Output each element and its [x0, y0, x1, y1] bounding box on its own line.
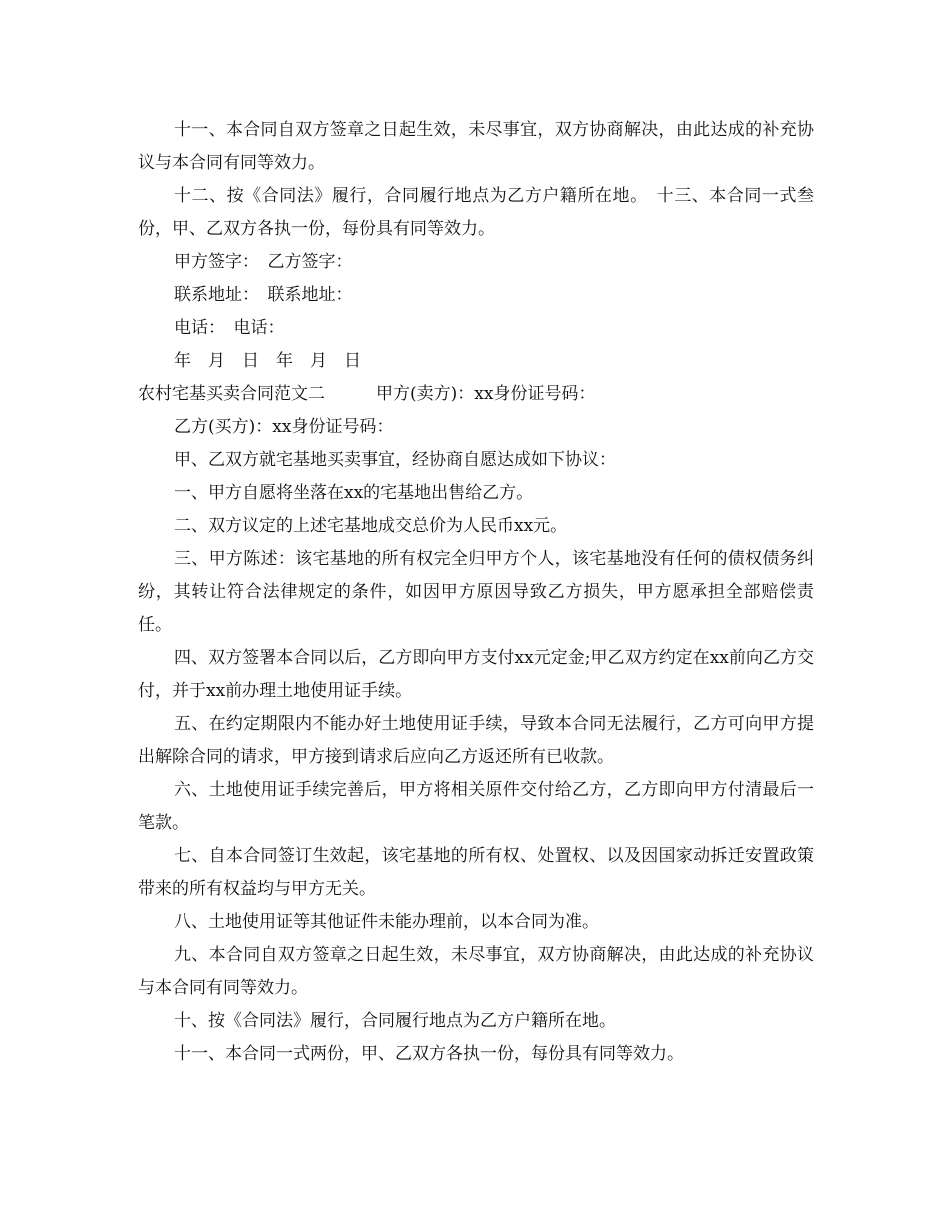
clause: 十一、本合同一式两份，甲、乙双方各执一份，每份具有同等效力。	[174, 1044, 684, 1064]
date-line: 年 月 日 年 月 日	[174, 351, 361, 371]
section-heading: 农村宅基买卖合同范文二 甲方(卖方)：xx身份证号码：	[138, 384, 596, 404]
clause: 三、甲方陈述：该宅基地的所有权完全归甲方个人，该宅基地没有任何的债权债务纠纷，其转让符合法律规定的条件，如因甲方原因导致乙方损失，甲方愿承担全部赔偿责任。	[138, 549, 814, 635]
signature-line: 甲方签字： 乙方签字：	[174, 252, 353, 272]
clause: 五、在约定期限内不能办好土地使用证手续，导致本合同无法履行，乙方可向甲方提出解除合同的请求，甲方接到请求后应向乙方返还所有已收款。	[138, 714, 814, 767]
clause: 二、双方议定的上述宅基地成交总价为人民币xx元。	[174, 516, 568, 536]
document-body	[138, 114, 814, 1071]
clause: 七、自本合同签订生效起，该宅基地的所有权、处置权、以及因国家动拆迁安置政策带来的所有权益均与甲方无关。	[138, 846, 814, 899]
clause: 六、土地使用证手续完善后，甲方将相关原件交付给乙方，乙方即向甲方付清最后一笔款。	[138, 780, 814, 833]
clause: 四、双方签署本合同以后，乙方即向甲方支付xx元定金;甲乙双方约定在xx前向乙方交付，并于xx前办理土地使用证手续。	[138, 648, 814, 701]
clause: 九、本合同自双方签章之日起生效，未尽事宜，双方协商解决，由此达成的补充协议与本合同有同等效力。	[138, 945, 814, 998]
paragraph: 甲、乙双方就宅基地买卖事宜，经协商自愿达成如下协议：	[174, 450, 616, 470]
paragraph: 乙方(买方)：xx身份证号码：	[174, 417, 394, 437]
phone-line: 电话： 电话：	[174, 318, 285, 338]
paragraph: 十一、本合同自双方签章之日起生效，未尽事宜，双方协商解决，由此达成的补充协议与本合同有同等效力。	[138, 120, 814, 173]
address-line: 联系地址： 联系地址：	[174, 285, 353, 305]
paragraph: 十二、按《合同法》履行，合同履行地点为乙方户籍所在地。 十三、本合同一式叁份，甲、乙双方各执一份，每份具有同等效力。	[138, 186, 814, 239]
clause: 一、甲方自愿将坐落在xx的宅基地出售给乙方。	[174, 483, 534, 503]
clause: 八、土地使用证等其他证件未能办理前，以本合同为准。	[174, 912, 599, 932]
clause: 十、按《合同法》履行，合同履行地点为乙方户籍所在地。	[174, 1011, 616, 1031]
